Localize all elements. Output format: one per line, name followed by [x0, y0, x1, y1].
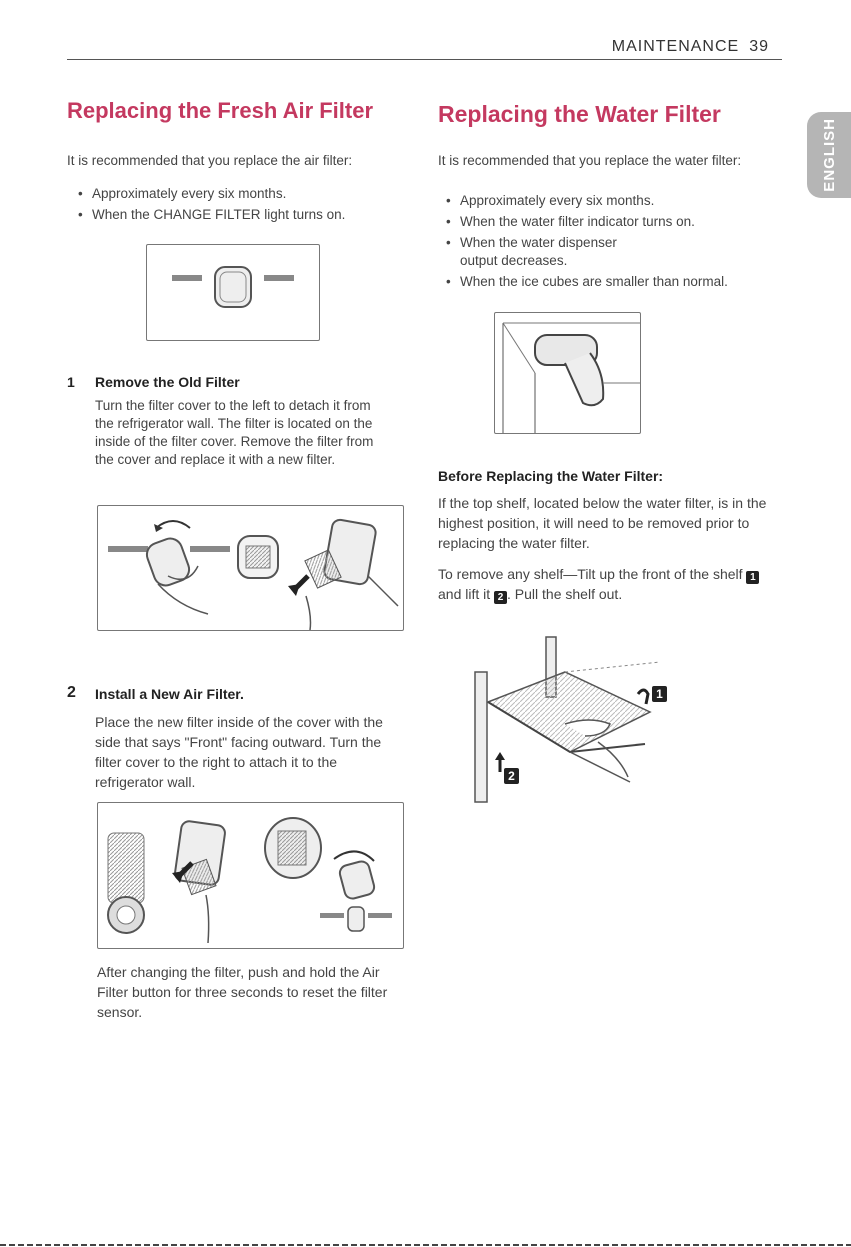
page-number: 39: [749, 38, 769, 55]
header-section: MAINTENANCE: [611, 38, 740, 55]
header-rule: [67, 59, 782, 60]
step-2-text: Place the new filter inside of the cover with the side that says "Front" facing outward. Turn the filter cover to the right to attach it to the refrigerator wall.: [95, 714, 383, 790]
step-badge-1: 1: [746, 571, 759, 584]
shelf-text-part-1: To remove any shelf—Tilt up the front of the shelf: [438, 566, 743, 582]
before-replacing-text: If the top shelf, located below the water filter, is in the highest position, it will need to be removed prior to replacing the water filter.: [438, 495, 767, 551]
reset-instructions: After changing the filter, push and hold the Air Filter button for three seconds to reset the filter sensor.: [97, 964, 388, 1020]
before-replacing-title: Before Replacing the Water Filter:: [438, 468, 664, 484]
svg-text:1: 1: [656, 687, 663, 701]
shelf-text-part-2: and lift it: [438, 586, 491, 602]
air-filter-bullets: [76, 185, 406, 227]
list-item: • When the water filter indicator turns on.: [444, 213, 774, 231]
shelf-removal-text: [438, 564, 778, 604]
list-item: • Approximately every six months.: [444, 192, 774, 210]
water-filter-intro: It is recommended that you replace the water filter:: [438, 153, 742, 168]
water-filter-illustration: [494, 312, 641, 434]
language-tab: [807, 112, 851, 198]
page-bottom-edge: [0, 1244, 851, 1246]
list-item: • When the CHANGE FILTER light turns on.: [76, 206, 406, 224]
air-filter-title: Replacing the Fresh Air Filter: [67, 98, 374, 123]
water-filter-bullets: [444, 192, 774, 294]
remove-filter-illustration: [97, 505, 404, 631]
step-1-number: 1: [67, 374, 75, 390]
air-filter-intro: It is recommended that you replace the air filter:: [67, 153, 353, 168]
step-1-text: Turn the filter cover to the left to detach it from the refrigerator wall. The filter is located on the inside of the filter cover. Remove the filter from the cover and replace it with a new filter.: [95, 398, 374, 467]
list-item: • When the ice cubes are smaller than normal.: [444, 273, 774, 291]
install-filter-illustration: [97, 802, 404, 949]
step-2-title: Install a New Air Filter.: [95, 686, 244, 702]
shelf-removal-illustration: [470, 632, 690, 807]
list-item: • Approximately every six months.: [76, 185, 406, 203]
step-badge-2: 2: [494, 591, 507, 604]
step-2-number: 2: [67, 684, 76, 701]
language-tab-label: ENGLISH: [820, 118, 838, 192]
page-header: [612, 38, 769, 56]
svg-text:2: 2: [508, 769, 515, 783]
list-item: • When the water dispenser output decreases.: [444, 234, 650, 270]
water-filter-title: Replacing the Water Filter: [438, 101, 721, 127]
step-1-title: Remove the Old Filter: [95, 374, 240, 390]
air-filter-cover-illustration: [146, 244, 320, 341]
shelf-text-part-3: . Pull the shelf out.: [507, 586, 623, 602]
